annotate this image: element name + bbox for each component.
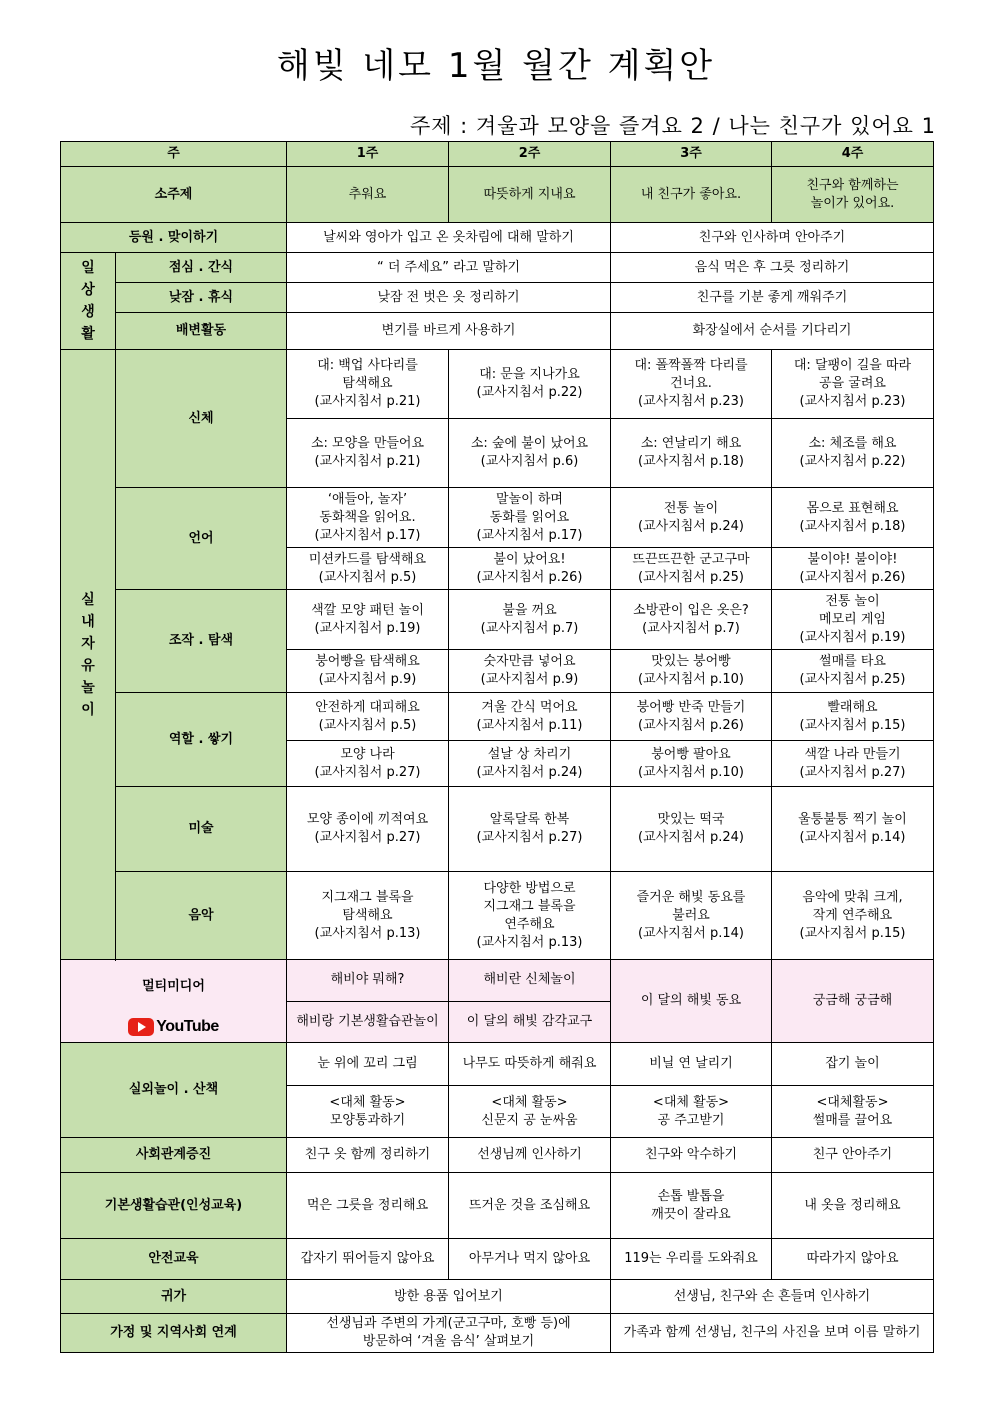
music-week-1: 지그재그 블록을 탐색해요 (교사지침서 p.13) [287, 872, 449, 960]
youtube-logo [128, 1018, 219, 1036]
social-week-2: 선생님께 인사하기 [449, 1138, 611, 1173]
language-a-week-3: 전통 놀이 (교사지침서 p.24) [611, 488, 772, 548]
body-small-week-1: 소: 모양을 만들어요 (교사지침서 p.21) [287, 419, 449, 488]
role-a-week-1: 안전하게 대피해요 (교사지침서 p.5) [287, 693, 449, 741]
social-week-4: 친구 안아주기 [772, 1138, 934, 1173]
row-label-arrival: 등원 . 맞이하기 [61, 223, 287, 253]
row-label-home: 귀가 [61, 1280, 287, 1314]
toilet-weeks-3-4: 화장실에서 순서를 기다리기 [611, 313, 934, 350]
multimedia-week-2-b: 이 달의 해빛 감각교구 [449, 1001, 611, 1043]
arrival-weeks-3-4: 친구와 인사하며 안아주기 [611, 223, 934, 253]
social-week-1: 친구 옷 함께 정리하기 [287, 1138, 449, 1173]
multimedia-week-2-a: 해비란 신체놀이 [449, 960, 611, 1002]
monthly-plan-table [60, 141, 934, 1353]
table-row [61, 787, 934, 872]
multimedia-week-3: 이 달의 해빛 동요 [611, 960, 772, 1043]
manipulation-b-week-2: 숫자만큼 넣어요 (교사지침서 p.9) [449, 650, 611, 693]
role-a-week-3: 붕어빵 반죽 만들기 (교사지침서 p.26) [611, 693, 772, 741]
row-label-safety: 안전교육 [61, 1239, 287, 1280]
subtopic-week-4: 친구와 함께하는 놀이가 있어요. [772, 167, 934, 223]
music-week-2: 다양한 방법으로 지그재그 블록을 연주해요 (교사지침서 p.13) [449, 872, 611, 960]
multimedia-week-1-a: 해비야 뭐해? [287, 960, 449, 1002]
table-row [61, 1239, 934, 1280]
header-week-4: 4주 [772, 142, 934, 167]
table-row [61, 1043, 934, 1086]
habit-week-1: 먹은 그릇을 정리해요 [287, 1173, 449, 1239]
header-week: 주 [61, 142, 287, 167]
multimedia-week-4: 궁금해 궁금해 [772, 960, 934, 1043]
outdoor-alt-week-1: <대체 활동> 모양통과하기 [287, 1086, 449, 1138]
meal-weeks-3-4: 음식 먹은 후 그릇 정리하기 [611, 253, 934, 283]
body-large-week-1: 대: 백업 사다리를 탐색해요 (교사지침서 p.21) [287, 350, 449, 419]
body-small-week-2: 소: 숲에 불이 났어요 (교사지침서 p.6) [449, 419, 611, 488]
arrival-weeks-1-2: 날씨와 영아가 입고 온 옷차림에 대해 말하기 [287, 223, 611, 253]
body-large-week-3: 대: 폴짝폴짝 다리를 건너요. (교사지침서 p.23) [611, 350, 772, 419]
role-b-week-2: 설날 상 차리기 (교사지침서 p.24) [449, 741, 611, 787]
art-week-3: 맛있는 떡국 (교사지침서 p.24) [611, 787, 772, 872]
art-week-1: 모양 종이에 끼적여요 (교사지침서 p.27) [287, 787, 449, 872]
role-b-week-1: 모양 나라 (교사지침서 p.27) [287, 741, 449, 787]
table-row [61, 488, 934, 548]
meal-weeks-1-2: “ 더 주세요” 라고 말하기 [287, 253, 611, 283]
page-title: 해빛 네모 1월 월간 계획안 [276, 46, 716, 86]
outdoor-alt-week-2: <대체 활동> 신문지 공 눈싸움 [449, 1086, 611, 1138]
body-small-week-3: 소: 연날리기 해요 (교사지침서 p.18) [611, 419, 772, 488]
safety-week-2: 아무거나 먹지 않아요 [449, 1239, 611, 1280]
header-week-1: 1주 [287, 142, 449, 167]
body-small-week-4: 소: 체조를 해요 (교사지침서 p.22) [772, 419, 934, 488]
table-row [61, 960, 934, 1002]
group-label-free-play-text: 실 내 자 유 놀 이 [81, 591, 95, 718]
row-label-social: 사회관계증진 [61, 1138, 287, 1173]
language-a-week-2: 말놀이 하며 동화를 읽어요 (교사지침서 p.17) [449, 488, 611, 548]
manipulation-a-week-3: 소방관이 입은 옷은? (교사지침서 p.7) [611, 590, 772, 650]
nap-weeks-3-4: 친구를 기분 좋게 깨워주기 [611, 283, 934, 313]
outdoor-week-3: 비닐 연 날리기 [611, 1043, 772, 1086]
body-large-week-2: 대: 문을 지나가요 (교사지침서 p.22) [449, 350, 611, 419]
outdoor-alt-week-3: <대체 활동> 공 주고받기 [611, 1086, 772, 1138]
header-week-2: 2주 [449, 142, 611, 167]
music-week-4: 음악에 맞춰 크게, 작게 연주해요 (교사지침서 p.15) [772, 872, 934, 960]
language-b-week-4: 불이야! 불이야! (교사지침서 p.26) [772, 548, 934, 590]
youtube-play-icon [128, 1018, 154, 1036]
community-weeks-3-4: 가족과 함께 선생님, 친구의 사진을 보며 이름 말하기 [611, 1314, 934, 1353]
header-week-3: 3주 [611, 142, 772, 167]
row-label-art: 미술 [116, 787, 287, 872]
table-row [61, 1314, 934, 1353]
row-label-music: 음악 [116, 872, 287, 960]
safety-week-1: 갑자기 뛰어들지 않아요 [287, 1239, 449, 1280]
role-a-week-4: 빨래해요 (교사지침서 p.15) [772, 693, 934, 741]
subtopic-week-2: 따뜻하게 지내요 [449, 167, 611, 223]
row-label-outdoor: 실외놀이 . 산책 [61, 1043, 287, 1138]
outdoor-week-2: 나무도 따뜻하게 해줘요 [449, 1043, 611, 1086]
safety-week-3: 119는 우리를 도와줘요 [611, 1239, 772, 1280]
role-b-week-3: 붕어빵 팔아요 (교사지침서 p.10) [611, 741, 772, 787]
subtopic-week-3: 내 친구가 좋아요. [611, 167, 772, 223]
community-weeks-1-2: 선생님과 주변의 가게(군고구마, 호빵 등)에 방문하여 ‘겨울 음식’ 살펴보기 [287, 1314, 611, 1353]
multimedia-label: 멀티미디어 [142, 979, 205, 994]
manipulation-a-week-2: 불을 꺼요 (교사지침서 p.7) [449, 590, 611, 650]
row-label-community: 가정 및 지역사회 연계 [61, 1314, 287, 1353]
group-label-free-play [61, 350, 116, 960]
row-label-habit: 기본생활습관(인성교육) [61, 1173, 287, 1239]
language-b-week-2: 불이 났어요! (교사지침서 p.26) [449, 548, 611, 590]
safety-week-4: 따라가지 않아요 [772, 1239, 934, 1280]
manipulation-b-week-3: 맛있는 붕어빵 (교사지침서 p.10) [611, 650, 772, 693]
row-label-subtopic: 소주제 [61, 167, 287, 223]
nap-weeks-1-2: 낮잠 전 벗은 옷 정리하기 [287, 283, 611, 313]
row-label-toilet: 배변활동 [116, 313, 287, 350]
outdoor-week-4: 잡기 놀이 [772, 1043, 934, 1086]
art-week-4: 울퉁불퉁 찍기 놀이 (교사지침서 p.14) [772, 787, 934, 872]
table-row [61, 167, 934, 223]
table-row [61, 1138, 934, 1173]
social-week-3: 친구와 악수하기 [611, 1138, 772, 1173]
outdoor-week-1: 눈 위에 꼬리 그림 [287, 1043, 449, 1086]
subtopic-week-1: 추워요 [287, 167, 449, 223]
table-row [61, 693, 934, 741]
manipulation-a-week-4: 전통 놀이 메모리 게임 (교사지침서 p.19) [772, 590, 934, 650]
row-label-multimedia [61, 960, 287, 1043]
row-label-body: 신체 [116, 350, 287, 488]
multimedia-week-1-b: 해비랑 기본생활습관놀이 [287, 1001, 449, 1043]
group-label-daily-life-text: 일 상 생 활 [81, 260, 95, 342]
manipulation-b-week-1: 붕어빵을 탐색해요 (교사지침서 p.9) [287, 650, 449, 693]
role-a-week-2: 겨울 간식 먹어요 (교사지침서 p.11) [449, 693, 611, 741]
table-row [61, 1280, 934, 1314]
row-label-role-play: 역할 . 쌓기 [116, 693, 287, 787]
table-row [61, 1173, 934, 1239]
manipulation-b-week-4: 썰매를 타요 (교사지침서 p.25) [772, 650, 934, 693]
table-row [61, 872, 934, 960]
habit-week-2: 뜨거운 것을 조심해요 [449, 1173, 611, 1239]
language-b-week-3: 뜨끈뜨끈한 군고구마 (교사지침서 p.25) [611, 548, 772, 590]
table-header-row [61, 142, 934, 167]
table-row [61, 223, 934, 253]
toilet-weeks-1-2: 변기를 바르게 사용하기 [287, 313, 611, 350]
row-label-nap: 낮잠 . 휴식 [116, 283, 287, 313]
language-b-week-1: 미션카드를 탐색해요 (교사지침서 p.5) [287, 548, 449, 590]
habit-week-3: 손톱 발톱을 깨끗이 잘라요 [611, 1173, 772, 1239]
home-weeks-3-4: 선생님, 친구와 손 흔들며 인사하기 [611, 1280, 934, 1314]
group-label-daily-life [61, 253, 116, 350]
row-label-meal: 점심 . 간식 [116, 253, 287, 283]
body-large-week-4: 대: 달팽이 길을 따라 공을 굴려요 (교사지침서 p.23) [772, 350, 934, 419]
manipulation-a-week-1: 색깔 모양 패턴 놀이 (교사지침서 p.19) [287, 590, 449, 650]
table-row [61, 253, 934, 283]
table-row [61, 283, 934, 313]
habit-week-4: 내 옷을 정리해요 [772, 1173, 934, 1239]
language-a-week-4: 몸으로 표현해요 (교사지침서 p.18) [772, 488, 934, 548]
page-subtitle: 주제 : 겨울과 모양을 즐겨요 2 / 나는 친구가 있어요 1 [409, 114, 936, 138]
outdoor-alt-week-4: <대체활동> 썰매를 끌어요 [772, 1086, 934, 1138]
art-week-2: 알록달록 한복 (교사지침서 p.27) [449, 787, 611, 872]
music-week-3: 즐거운 해빛 동요를 불러요 (교사지침서 p.14) [611, 872, 772, 960]
role-b-week-4: 색깔 나라 만들기 (교사지침서 p.27) [772, 741, 934, 787]
row-label-manipulation: 조작 . 탐색 [116, 590, 287, 693]
language-a-week-1: ‘애들아, 놀자’ 동화책을 읽어요. (교사지침서 p.17) [287, 488, 449, 548]
table-row [61, 350, 934, 419]
table-row [61, 590, 934, 650]
table-row [61, 313, 934, 350]
home-weeks-1-2: 방한 용품 입어보기 [287, 1280, 611, 1314]
youtube-logo-text: YouTube [156, 1018, 219, 1035]
row-label-language: 언어 [116, 488, 287, 590]
